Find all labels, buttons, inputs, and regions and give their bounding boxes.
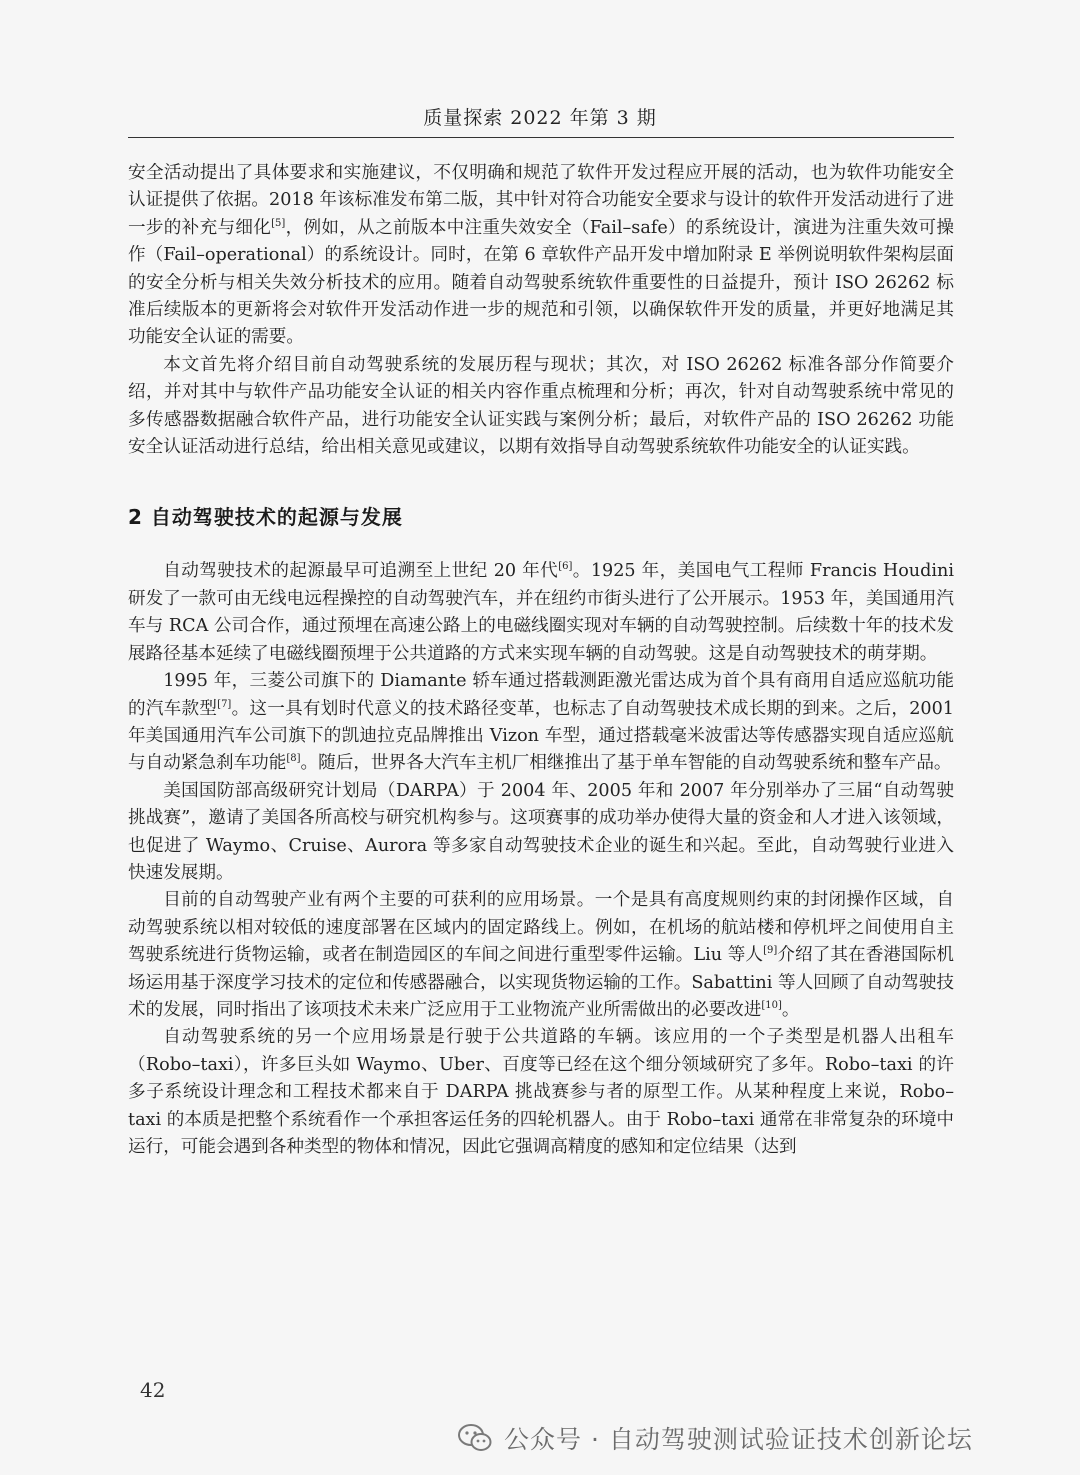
section-paragraph-5: 自动驾驶系统的另一个应用场景是行驶于公共道路的车辆。该应用的一个子类型是机器人出租车（Robo–taxi），许多巨头如 Waymo、Uber、百度等已经在这个细分领域研究了多年。Robo–taxi 的许多子系统设计理念和工程技术都来自于 DARPA 挑战赛参与者的原型工作。从某种程度上来说，Robo–taxi 的本质是把整个系统看作一个承担客运任务的四轮机器人。由于 Robo–taxi 通常在非常复杂的环境中运行，可能会遇到各种类型的物体和情况，因此它强调高精度的感知和定位结果（达到 [128, 1027, 954, 1157]
running-head: 质量探索 2022 年第 3 期 [423, 107, 657, 129]
citation: [9] [763, 945, 778, 957]
article-body [128, 160, 954, 1161]
page-number: 42 [140, 1378, 166, 1402]
section-paragraph-4: 目前的自动驾驶产业有两个主要的可获利的应用场景。一个是具有高度规则约束的封闭操作区域，自动驾驶系统以相对较低的速度部署在区域内的固定路线上。例如，在机场的航站楼和停机坪之间使用自主驾驶系统进行货物运输，或者在制造园区的车间之间进行重型零件运输。Liu 等人[9]介绍了其在香港国际机场运用基于深度学习技术的定位和传感器融合，以实现货物运输的工作。Sabattini 等人回顾了自动驾驶技术的发展，同时指出了该项技术未来广泛应用于工业物流产业所需做出的必要改进[10]。 [128, 890, 954, 1020]
watermark [458, 1418, 973, 1458]
intro-paragraph-1: 安全活动提出了具体要求和实施建议，不仅明确和规范了软件开发过程应开展的活动，也为软件功能安全认证提供了依据。2018 年该标准发布第二版，其中针对符合功能安全要求与设计的软件开发活动进行了进一步的补充与细化[5]，例如，从之前版本中注重失效安全（Fail–safe）的系统设计，演进为注重失效可操作（Fail–operational）的系统设计。同时，在第 6 章软件产品开发中增加附录 E 举例说明软件架构层面的安全分析与相关失效分析技术的应用。随着自动驾驶系统软件重要性的日益提升，预计 ISO 26262 标准后续版本的更新将会对软件开发活动作进一步的规范和引领，以确保软件开发的质量，并更好地满足其功能安全认证的需要。 [128, 163, 954, 348]
citation: [7] [217, 698, 232, 710]
citation: [8] [286, 753, 301, 765]
section-paragraph-3: 美国国防部高级研究计划局（DARPA）于 2004 年、2005 年和 2007 年分别举办了三届“自动驾驶挑战赛”，邀请了美国各所高校与研究机构参与。这项赛事的成功举办使得大量的资金和人才进入该领域，也促进了 Waymo、Cruise、Aurora 等多家自动驾驶技术企业的诞生和兴起。至此，自动驾驶行业进入快速发展期。 [128, 780, 954, 883]
intro-paragraph-2: 本文首先将介绍目前自动驾驶系统的发展历程与现状；其次，对 ISO 26262 标准各部分作简要介绍，并对其中与软件产品功能安全认证的相关内容作重点梳理和分析；再次，针对自动驾驶系统中常见的多传感器数据融合软件产品，进行功能安全认证实践与案例分析；最后，对软件产品的 ISO 26262 功能安全认证活动进行总结，给出相关意见或建议，以期有效指导自动驾驶系统软件功能安全的认证实践。 [128, 354, 954, 458]
section-heading: 2 自动驾驶技术的起源与发展 [128, 505, 403, 530]
citation: [6] [558, 561, 573, 573]
watermark-text: 公众号 · 自动驾驶测试验证技术创新论坛 [504, 1425, 973, 1454]
section-paragraph-2: 1995 年，三菱公司旗下的 Diamante 轿车通过搭载测距激光雷达成为首个具有商用自适应巡航功能的汽车款型[7]。这一具有划时代意义的技术路径变革，也标志了自动驾驶技术成长期的到来。之后，2001 年美国通用汽车公司旗下的凯迪拉克品牌推出 Vizon 车型，通过搭载毫米波雷达等传感器实现自适应巡航与自动紧急刹车功能[8]。随后，世界各大汽车主机厂相继推出了基于单车智能的自动驾驶系统和整车产品。 [128, 671, 954, 774]
citation: [10] [761, 1000, 782, 1012]
section-paragraph-1: 自动驾驶技术的起源最早可追溯至上世纪 20 年代[6]。1925 年，美国电气工程师 Francis Houdini 研发了一款可由无线电远程操控的自动驾驶汽车，并在纽约市街头进行了公开展示。1953 年，美国通用汽车与 RCA 公司合作，通过预埋在高速公路上的电磁线圈实现对车辆的自动驾驶控制。后续数十年的技术发展路径基本延续了电磁线圈预埋于公共道路的方式来实现车辆的自动驾驶。这是自动驾驶技术的萌芽期。 [128, 561, 954, 664]
wechat-icon [458, 1423, 492, 1453]
citation: [5] [271, 217, 286, 229]
header-rule [128, 137, 954, 138]
